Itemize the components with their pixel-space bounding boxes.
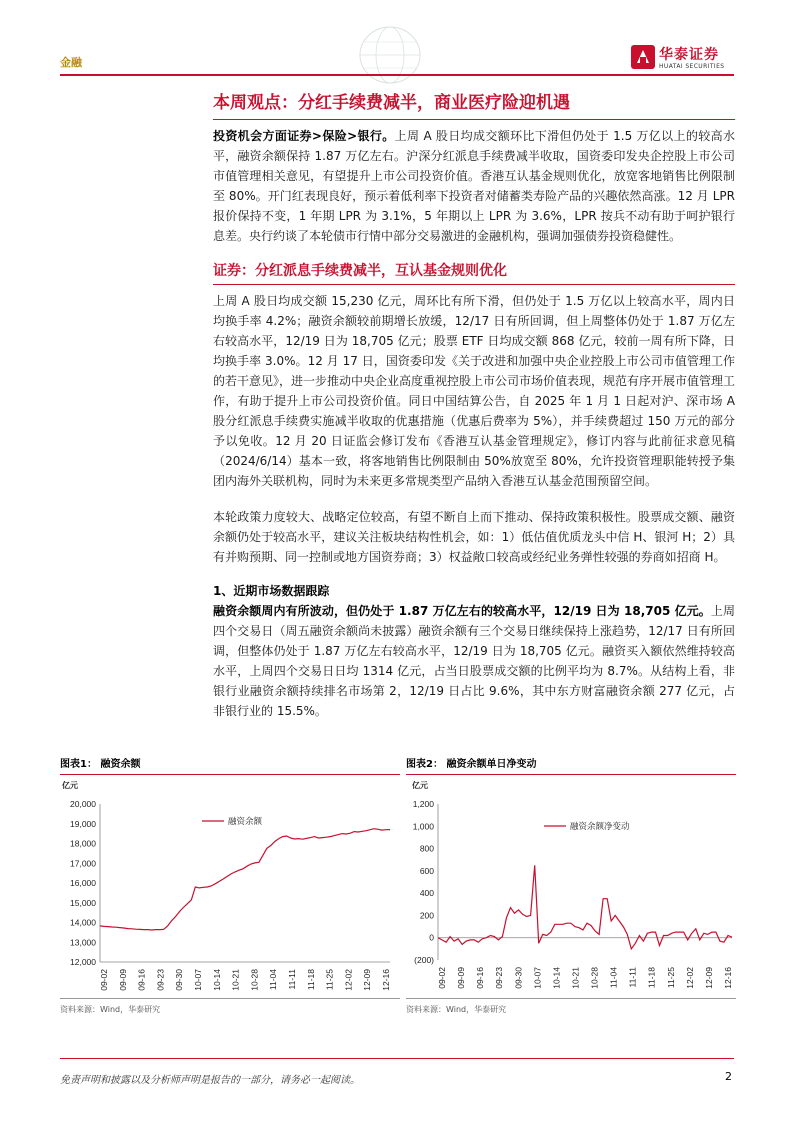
summary-paragraph (213, 126, 735, 246)
y-tick-label: 16,000 (70, 878, 96, 888)
chart-margin-net-change (406, 788, 736, 996)
x-tick-label: 11-11 (627, 967, 638, 988)
x-tick-label: 10-21 (230, 969, 241, 991)
figure-margin-balance (60, 758, 400, 1014)
huatai-logo (631, 44, 741, 74)
y-tick-label: (200) (414, 955, 434, 965)
huatai-logo-icon (631, 45, 655, 69)
y-tick-label: 17,000 (70, 858, 96, 869)
y-tick-label: 1,000 (412, 821, 434, 832)
figure-1-source: 资料来源：Wind，华泰研究 (60, 1005, 161, 1014)
x-tick-label: 11-18 (305, 969, 316, 991)
x-tick-label: 10-28 (589, 967, 600, 989)
y-tick-label: 1,200 (412, 799, 434, 809)
chart-margin-balance (60, 788, 400, 996)
x-tick-label: 12-09 (703, 967, 714, 989)
y-tick-label: 200 (419, 910, 434, 921)
title-divider (213, 119, 735, 120)
series-line (438, 865, 732, 949)
market-data-lead: 融资余额周内有所波动，但仍处于 1.87 万亿左右的较高水平，12/19 日为 18,705 亿元。 (213, 604, 711, 618)
x-tick-label: 11-04 (268, 969, 279, 991)
x-tick-label: 12-02 (343, 969, 354, 991)
header-divider (60, 74, 734, 76)
x-tick-label: 09-09 (117, 969, 128, 991)
figure-1-unit: 亿元 (62, 781, 78, 790)
y-tick-label: 0 (429, 932, 434, 943)
securities-paragraph-1: 上周 A 股日均成交额 15,230 亿元，周环比有所下滑，但仍处于 1.5 万亿以上较高水平，周内日均换手率 4.2%；融资余额较前期增长放缓，12/17 日有所回调，但上周整体仍处于 1.87 万亿左右较高水平，12/19 日为 18,705 亿元；股票 ETF 日均成交额 868 亿元，较前一周有所下降，日均换手率 3.0%。12 月 17 日，国资委印发《关于改进和加强中央企业控股上市公司市值管理工作的若干意见》，进一步推动中央企业高度重视控股上市公司市场价值表现，规范有序开展市值管理工作，有助于提升上市公司投资价值。同日中国结算公告，自 2025 年 1 月 1 日起对沪、深市场 A 股分红派息手续费实施减半收取的优惠措施（优惠后费率为 5%），并手续费超过 150 万元的部分予以免收。12 月 20 日证监会修订发布《香港互认基金管理规定》，修订内容与此前征求意见稿（2024/6/14）基本一致，将客地销售比例限制由 50%放宽至 80%，允许投资管理职能转授予集团内海外关联机构，同时为未来更多常规类型产品纳入香港互认基金范围预留空间。 (213, 294, 736, 488)
x-tick-label: 09-09 (456, 967, 467, 989)
y-tick-label: 400 (419, 888, 434, 899)
page-number: 2 (725, 1070, 732, 1083)
summary-lead: 投资机会方面证券>保险>银行。 (213, 129, 395, 143)
main-content (213, 86, 735, 721)
x-tick-label: 10-14 (551, 967, 562, 989)
x-tick-label: 10-07 (193, 969, 203, 991)
y-tick-label: 19,000 (70, 818, 96, 829)
x-tick-label: 10-14 (211, 969, 222, 991)
x-tick-label: 09-23 (494, 967, 505, 989)
x-tick-label: 12-16 (723, 967, 733, 989)
x-tick-label: 12-02 (684, 967, 695, 989)
y-tick-label: 12,000 (70, 957, 96, 967)
x-tick-label: 09-02 (437, 967, 447, 989)
y-tick-label: 600 (419, 865, 434, 876)
market-data-paragraph (213, 601, 735, 721)
y-tick-label: 20,000 (70, 799, 96, 809)
figure-2-title-divider (406, 774, 736, 775)
x-tick-label: 11-04 (608, 967, 619, 989)
x-tick-label: 09-16 (136, 969, 147, 991)
report-category: 金融 (60, 56, 82, 69)
page-title: 本周观点：分红手续费减半，商业医疗险迎机遇 (213, 93, 570, 113)
securities-paragraph-2: 本轮政策力度较大、战略定位较高，有望不断自上而下推动、保持政策积极性。股票成交额、融资余额仍处于较高水平，建议关注板块结构性机会，如：1）低估值优质龙头中信 H、银河 H；2）具有并购预期、同一控制或地方国资券商；3）权益敞口较高或经纪业务弹性较强的券商如招商 H。 (213, 510, 735, 564)
summary-body: 上周 A 股日均成交额环比下滑但仍处于 1.5 万亿以上的较高水平，融资余额保持 1.87 万亿左右。沪深分红派息手续费减半收取，国资委印发央企控股上市公司市值管理相关意见，有望提升上市公司投资价值。香港互认基金规则优化，放宽客地销售比例限制至 80%。开门红表现良好，预示着低利率下投资者对储蓄类寿险产品的兴趣依然高涨。12 月 LPR 报价保持不变，1 年期 LPR 为 3.1%，5 年期以上 LPR 为 3.6%，LPR 按兵不动有助于呵护银行息差。央行约谈了本轮债市行情中部分交易激进的金融机构，强调加强债券投资稳健性。 (213, 129, 735, 243)
x-tick-label: 11-18 (646, 967, 657, 989)
legend-label: 融资余额 (228, 816, 263, 826)
x-tick-label: 12-16 (381, 969, 391, 991)
figure-margin-net-change (406, 758, 736, 1014)
footer-divider (60, 1058, 734, 1059)
logo-chinese-name: 华泰证券 (659, 47, 719, 63)
x-tick-label: 09-30 (513, 967, 524, 989)
x-tick-label: 10-21 (570, 967, 581, 989)
y-tick-label: 13,000 (70, 937, 96, 948)
x-tick-label: 11-25 (324, 969, 335, 991)
figure-1-title-divider (60, 774, 400, 775)
figure-2-unit: 亿元 (412, 781, 428, 790)
x-tick-label: 10-07 (532, 967, 543, 989)
figure-2-bottom-divider (406, 998, 736, 999)
x-tick-label: 10-28 (249, 969, 260, 991)
footer-disclaimer: 免责声明和披露以及分析师声明是报告的一部分，请务必一起阅读。 (60, 1075, 360, 1086)
x-tick-label: 12-09 (362, 969, 373, 991)
figure-2-title: 图表2： 融资余额单日净变动 (406, 759, 537, 770)
logo-english-name: HUATAI SECURITIES (659, 63, 725, 70)
x-tick-label: 09-02 (99, 969, 109, 991)
y-tick-label: 800 (419, 843, 434, 854)
x-tick-label: 09-30 (174, 969, 185, 991)
figure-2-source: 资料来源：Wind，华泰研究 (406, 1005, 507, 1014)
y-tick-label: 15,000 (70, 897, 96, 908)
y-tick-label: 18,000 (70, 838, 96, 849)
y-tick-label: 14,000 (70, 917, 96, 928)
section-title-securities: 证券：分红派息手续费减半，互认基金规则优化 (213, 263, 507, 279)
legend-label: 融资余额净变动 (570, 821, 630, 831)
figure-1-title: 图表1： 融资余额 (60, 759, 141, 770)
x-tick-label: 09-16 (475, 967, 486, 989)
x-tick-label: 11-11 (287, 969, 297, 990)
x-tick-label: 11-25 (665, 967, 676, 989)
series-line (100, 829, 390, 930)
section-divider (213, 284, 735, 285)
globe-watermark-icon (320, 20, 460, 90)
market-data-body: 上周四个交易日（周五融资余额尚未披露）融资余额有三个交易日继续保持上涨趋势，12/17 日有所回调，但整体仍处于 1.87 万亿左右较高水平，12/19 日为 18,705 亿元。融资买入额依然维持较高水平，上周四个交易日日均 1314 亿元，占当日股票成交额的比例平均为 8.7%。从结构上看，非银行业融资余额持续排名市场第 2，12/19 日占比 9.6%，其中东方财富融资余额 277 亿元，占非银行业的 15.5%。 (213, 604, 735, 718)
figure-1-bottom-divider (60, 998, 400, 999)
subsection-title-market-data: 1、近期市场数据跟踪 (213, 584, 330, 598)
x-tick-label: 09-23 (155, 969, 166, 991)
